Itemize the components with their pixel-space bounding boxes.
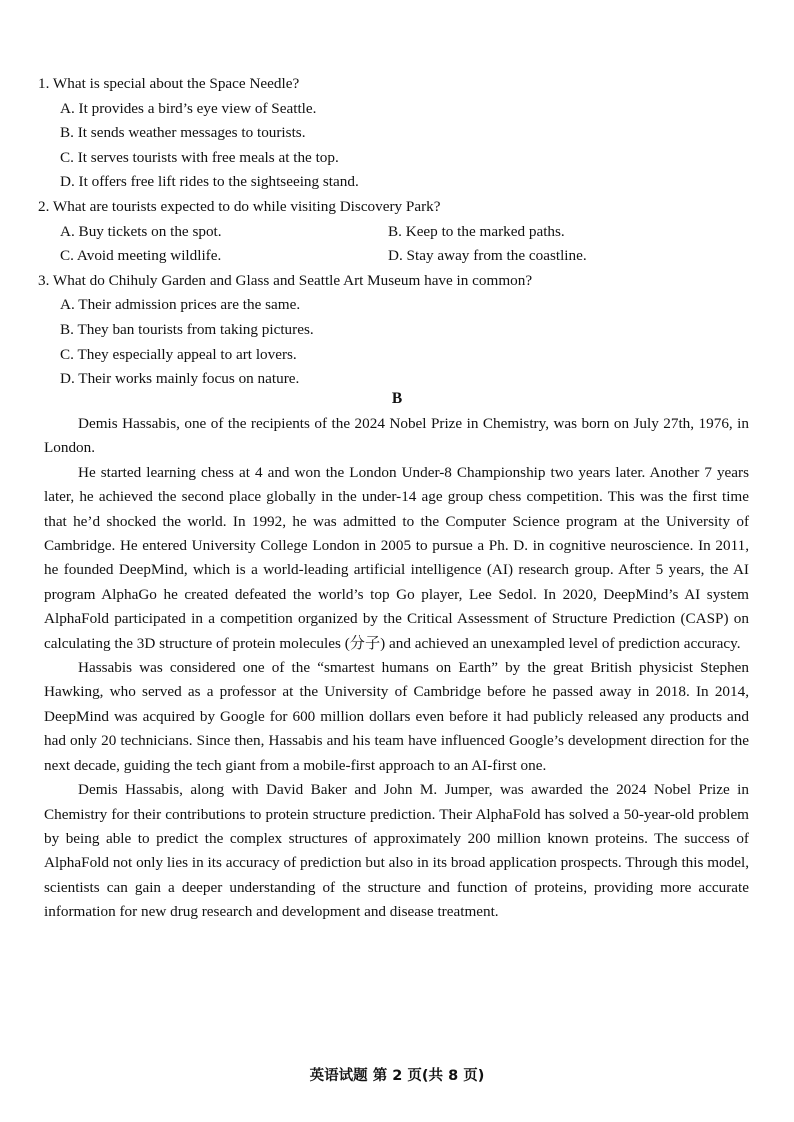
option-row xyxy=(38,244,758,269)
page-footer: 英语试题 第 2 页(共 8 页) xyxy=(309,1068,485,1084)
option-a: A. It provides a bird’s eye view of Seattle. xyxy=(60,99,317,117)
option-c: C. It serves tourists with free meals at the top. xyxy=(60,148,339,166)
option-b: B. They ban tourists from taking pictures. xyxy=(60,320,314,338)
paragraph: Hassabis was considered one of the “smartest humans on Earth” by the great British physicist Stephen Hawking, who served as a professor at the University of Cambridge before he passed away in 2018. In 2014, DeepMind was acquired by Google for 600 million dollars even before it had publicly released any products and had only 20 technicians. Since then, Hassabis and his team have influenced Google’s development direction for the next decade, guiding the tech giant from a mobile-first approach to an AI-first one. xyxy=(44,659,749,774)
option-b: B. It sends weather messages to tourists. xyxy=(60,124,306,142)
question-stem: 1. What is special about the Space Needle? xyxy=(38,75,300,92)
question-1 xyxy=(38,72,758,195)
paragraph: Demis Hassabis, one of the recipients of the 2024 Nobel Prize in Chemistry, was born on July 27th, 1976, in London. xyxy=(44,415,749,457)
option-a: A. Their admission prices are the same. xyxy=(60,296,301,314)
option-d: D. Stay away from the coastline. xyxy=(388,247,587,265)
question-stem: 3. What do Chihuly Garden and Glass and Seattle Art Museum have in common? xyxy=(38,271,533,289)
paragraph: He started learning chess at 4 and won the London Under-8 Championship two years later. Another 7 years later, he achieved the second place globally in the under-14 age group chess competition. This was the first time that he’d shocked the world. In 1992, he was admitted to the Computer Science program at the University of Cambridge. He entered University College London in 2005 to pursue a Ph. D. in cognitive neuroscience. In 2011, he founded DeepMind, which is a world-leading artificial intelligence (AI) research group. After 5 years, the AI program AlphaGo he created defeated the world’s top Go player, Lee Sedol. In 2020, DeepMind’s AI system AlphaFold participated in a competition organized by the Critical Assessment of Structure Prediction (CASP) on calculating the 3D structure of protein molecules (分子) and achieved an unexampled level of prediction accuracy. xyxy=(44,463,749,652)
option-a: A. Buy tickets on the spot. xyxy=(60,222,222,240)
option-c: C. Avoid meeting wildlife. xyxy=(60,247,222,265)
paragraph: Demis Hassabis, along with David Baker and John M. Jumper, was awarded the 2024 Nobel Prize in Chemistry for their contributions to protein structure prediction. Their AlphaFold has solved a 50-year-old problem by being able to predict the complex structures of approximately 200 million known proteins. The success of AlphaFold not only lies in its accuracy of prediction but also in its broad application prospects. Through this model, scientists can gain a deeper understanding of the structure and function of proteins, providing more accurate information for new drug research and development and disease treatment. xyxy=(44,781,749,921)
option-d: D. It offers free lift rides to the sightseeing stand. xyxy=(60,173,359,191)
section-heading: B xyxy=(391,390,403,407)
option-b: B. Keep to the marked paths. xyxy=(388,222,565,240)
option-row xyxy=(38,220,758,245)
option-c: C. They especially appeal to art lovers. xyxy=(60,345,297,363)
question-2 xyxy=(38,195,758,269)
reading-passage xyxy=(44,412,749,925)
question-list xyxy=(38,72,758,392)
question-stem: 2. What are tourists expected to do while visiting Discovery Park? xyxy=(38,197,441,215)
option-d: D. Their works mainly focus on nature. xyxy=(60,370,300,388)
question-3 xyxy=(38,269,758,392)
